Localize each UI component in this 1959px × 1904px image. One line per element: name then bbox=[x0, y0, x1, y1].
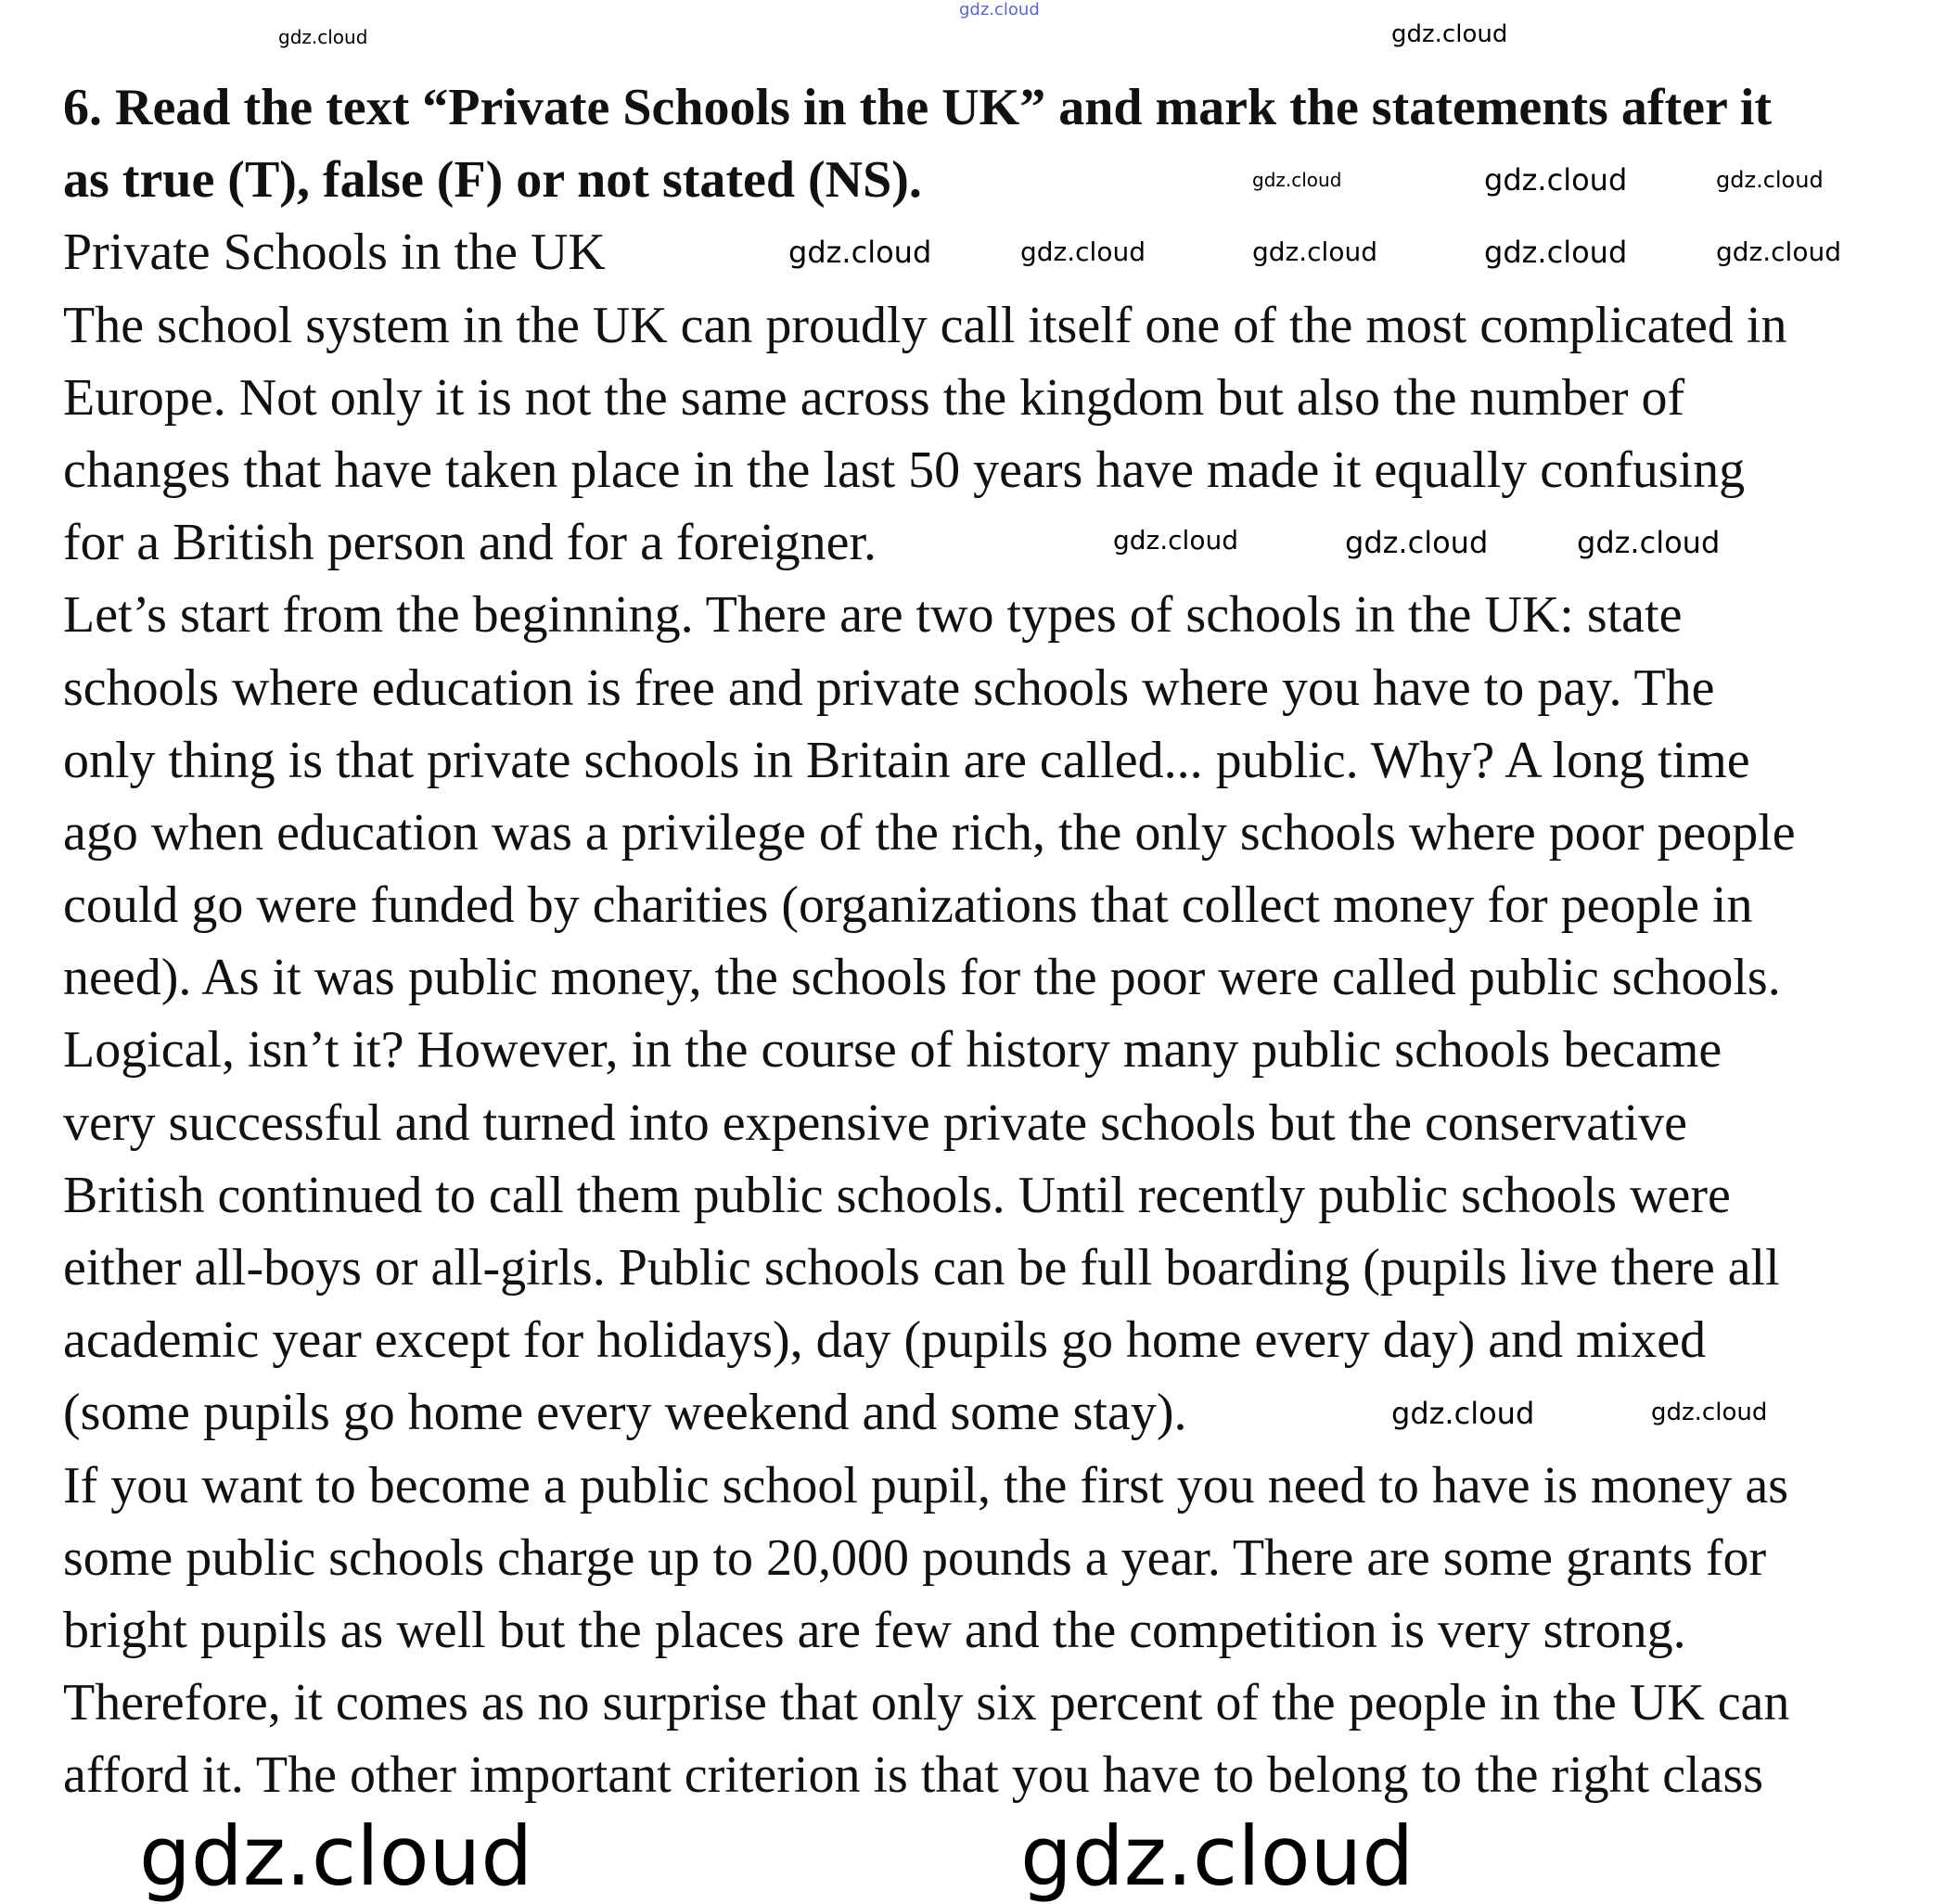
watermark: gdz.cloud bbox=[278, 26, 368, 48]
watermark: gdz.cloud bbox=[1391, 1396, 1535, 1431]
watermark: gdz.cloud bbox=[1651, 1399, 1768, 1426]
watermark: gdz.cloud bbox=[1484, 235, 1628, 270]
text-line: could go were funded by charities (organizations that collect money for people in bbox=[63, 876, 1753, 935]
text-line: The school system in the UK can proudly call itself one of the most complicated in bbox=[63, 296, 1787, 354]
text-line: for a British person and for a foreigner. bbox=[63, 514, 877, 572]
text-line: Let’s start from the beginning. There are two types of schools in the UK: state bbox=[63, 586, 1683, 645]
watermark: gdz.cloud bbox=[1716, 167, 1824, 193]
text-line: need). As it was public money, the schools for the poor were called public schools. bbox=[63, 949, 1781, 1007]
watermark: gdz.cloud bbox=[1020, 1808, 1415, 1904]
text-line: bright pupils as well but the places are few and the competition is very strong. bbox=[63, 1601, 1686, 1659]
watermark: gdz.cloud bbox=[788, 235, 932, 270]
watermark: gdz.cloud bbox=[959, 0, 1040, 19]
watermark: gdz.cloud bbox=[1577, 525, 1721, 560]
text-line: some public schools charge up to 20,000 pounds a year. There are some grants for bbox=[63, 1528, 1767, 1587]
text-line: only thing is that private schools in Britain are called... public. Why? A long time bbox=[63, 731, 1750, 789]
text-line: Therefore, it comes as no surprise that only six percent of the people in the UK can bbox=[63, 1674, 1790, 1732]
text-line: either all-boys or all-girls. Public schools can be full boarding (pupils live there all bbox=[63, 1239, 1780, 1297]
text-line: If you want to become a public school pupil, the first you need to have is money as bbox=[63, 1456, 1789, 1514]
text-line: very successful and turned into expensive private schools but the conservative bbox=[63, 1093, 1688, 1152]
watermark: gdz.cloud bbox=[1252, 169, 1342, 191]
text-line: ago when education was a privilege of the rich, the only schools where poor people bbox=[63, 803, 1796, 862]
watermark: gdz.cloud bbox=[1484, 162, 1628, 198]
text-line: (some pupils go home every weekend and some stay). bbox=[63, 1384, 1187, 1442]
task-title-line-2: as true (T), false (F) or not stated (NS). bbox=[63, 151, 922, 210]
text-line: academic year except for holidays), day (pupils go home every day) and mixed bbox=[63, 1311, 1707, 1370]
watermark: gdz.cloud bbox=[1020, 236, 1146, 267]
text-line: British continued to call them public schools. Until recently public schools were bbox=[63, 1166, 1731, 1224]
text-heading: Private Schools in the UK bbox=[63, 224, 606, 282]
watermark: gdz.cloud bbox=[1252, 236, 1377, 267]
watermark: gdz.cloud bbox=[139, 1808, 533, 1904]
text-line: afford it. The other important criterion is that you have to belong to the right class bbox=[63, 1746, 1764, 1805]
text-line: schools where education is free and private schools where you have to pay. The bbox=[63, 658, 1715, 717]
watermark: gdz.cloud bbox=[1716, 236, 1841, 267]
task-title-line-1: 6. Read the text “Private Schools in the UK” and mark the statements after it bbox=[63, 79, 1773, 136]
document-body bbox=[63, 71, 1796, 1812]
text-line: Logical, isn’t it? However, in the course of history many public schools became bbox=[63, 1021, 1722, 1080]
text-line: Europe. Not only it is not the same across the kingdom but also the number of bbox=[63, 368, 1685, 427]
watermark: gdz.cloud bbox=[1113, 525, 1238, 556]
text-line: changes that have taken place in the last 50 years have made it equally confusing bbox=[63, 441, 1746, 499]
watermark: gdz.cloud bbox=[1345, 525, 1489, 560]
watermark: gdz.cloud bbox=[1391, 20, 1508, 48]
